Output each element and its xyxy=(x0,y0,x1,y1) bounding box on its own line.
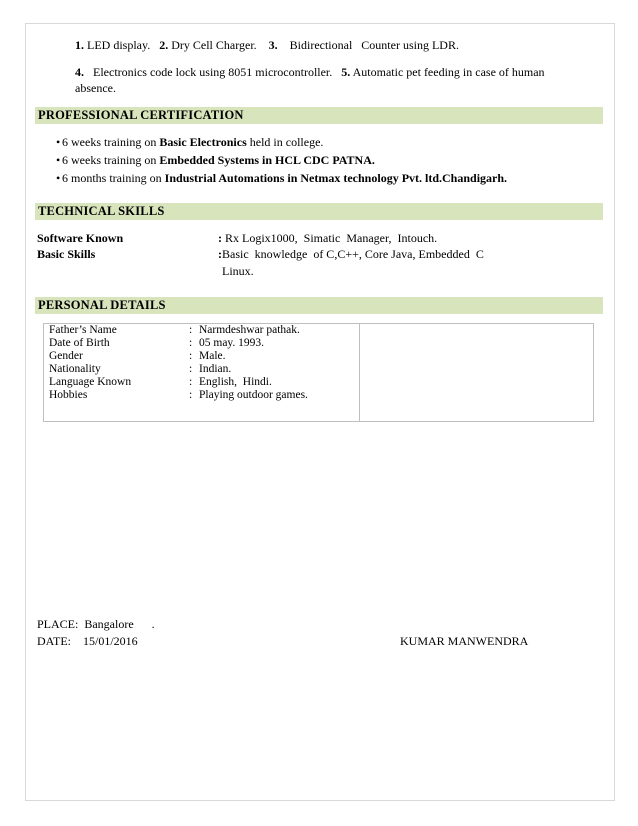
projects-line-1: 1. LED display. 2. Dry Cell Charger. 3. Bidirectional Counter using LDR. xyxy=(75,38,459,52)
personal-sep: : xyxy=(189,324,193,336)
basic-skills-value: :Basic knowledge of C,C++, Core Java, Embedded C xyxy=(218,247,484,261)
personal-label: Language Known xyxy=(49,376,132,388)
projects-line-3: absence. xyxy=(75,81,116,95)
personal-details-table xyxy=(43,323,594,422)
personal-value: Male. xyxy=(199,350,226,362)
software-value: : Rx Logix1000, Simatic Manager, Intouch. xyxy=(218,231,438,245)
section-title: TECHNICAL SKILLS xyxy=(38,204,165,218)
personal-label: Gender xyxy=(49,350,83,362)
personal-value: 05 may. 1993. xyxy=(199,337,265,349)
basic-skills-label: Basic Skills xyxy=(37,247,96,261)
personal-sep: : xyxy=(189,363,193,375)
signature-name: KUMAR MANWENDRA xyxy=(400,634,529,648)
personal-sep: : xyxy=(189,389,193,401)
place-line: PLACE: Bangalore . xyxy=(37,617,155,631)
basic-skills-value-cont: Linux. xyxy=(222,264,254,278)
section-title: PROFESSIONAL CERTIFICATION xyxy=(38,108,244,122)
personal-value: Playing outdoor games. xyxy=(199,389,308,401)
certification-item: • 6 weeks training on Basic Electronics held in college. xyxy=(62,135,323,150)
section-personal-header xyxy=(35,297,603,314)
personal-label: Date of Birth xyxy=(49,337,110,349)
section-title: PERSONAL DETAILS xyxy=(38,298,166,312)
personal-value: English, Hindi. xyxy=(199,376,272,388)
personal-label: Father’s Name xyxy=(49,324,117,336)
table-divider xyxy=(359,323,360,422)
personal-sep: : xyxy=(189,337,193,349)
section-certification-header xyxy=(35,107,603,124)
personal-value: Narmdeshwar pathak. xyxy=(199,324,300,336)
certification-item: • 6 months training on Industrial Automations in Netmax technology Pvt. ltd.Chandigarh. xyxy=(62,171,507,186)
personal-value: Indian. xyxy=(199,363,232,375)
software-label: Software Known xyxy=(37,231,124,245)
projects-line-2: 4. Electronics code lock using 8051 microcontroller. 5. Automatic pet feeding in case of human xyxy=(75,65,545,79)
certification-item: • 6 weeks training on Embedded Systems in HCL CDC PATNA. xyxy=(62,153,375,168)
personal-label: Hobbies xyxy=(49,389,88,401)
date-line: DATE: 15/01/2016 xyxy=(37,634,138,648)
section-skills-header xyxy=(35,203,603,220)
personal-label: Nationality xyxy=(49,363,101,375)
personal-sep: : xyxy=(189,376,193,388)
personal-sep: : xyxy=(189,350,193,362)
